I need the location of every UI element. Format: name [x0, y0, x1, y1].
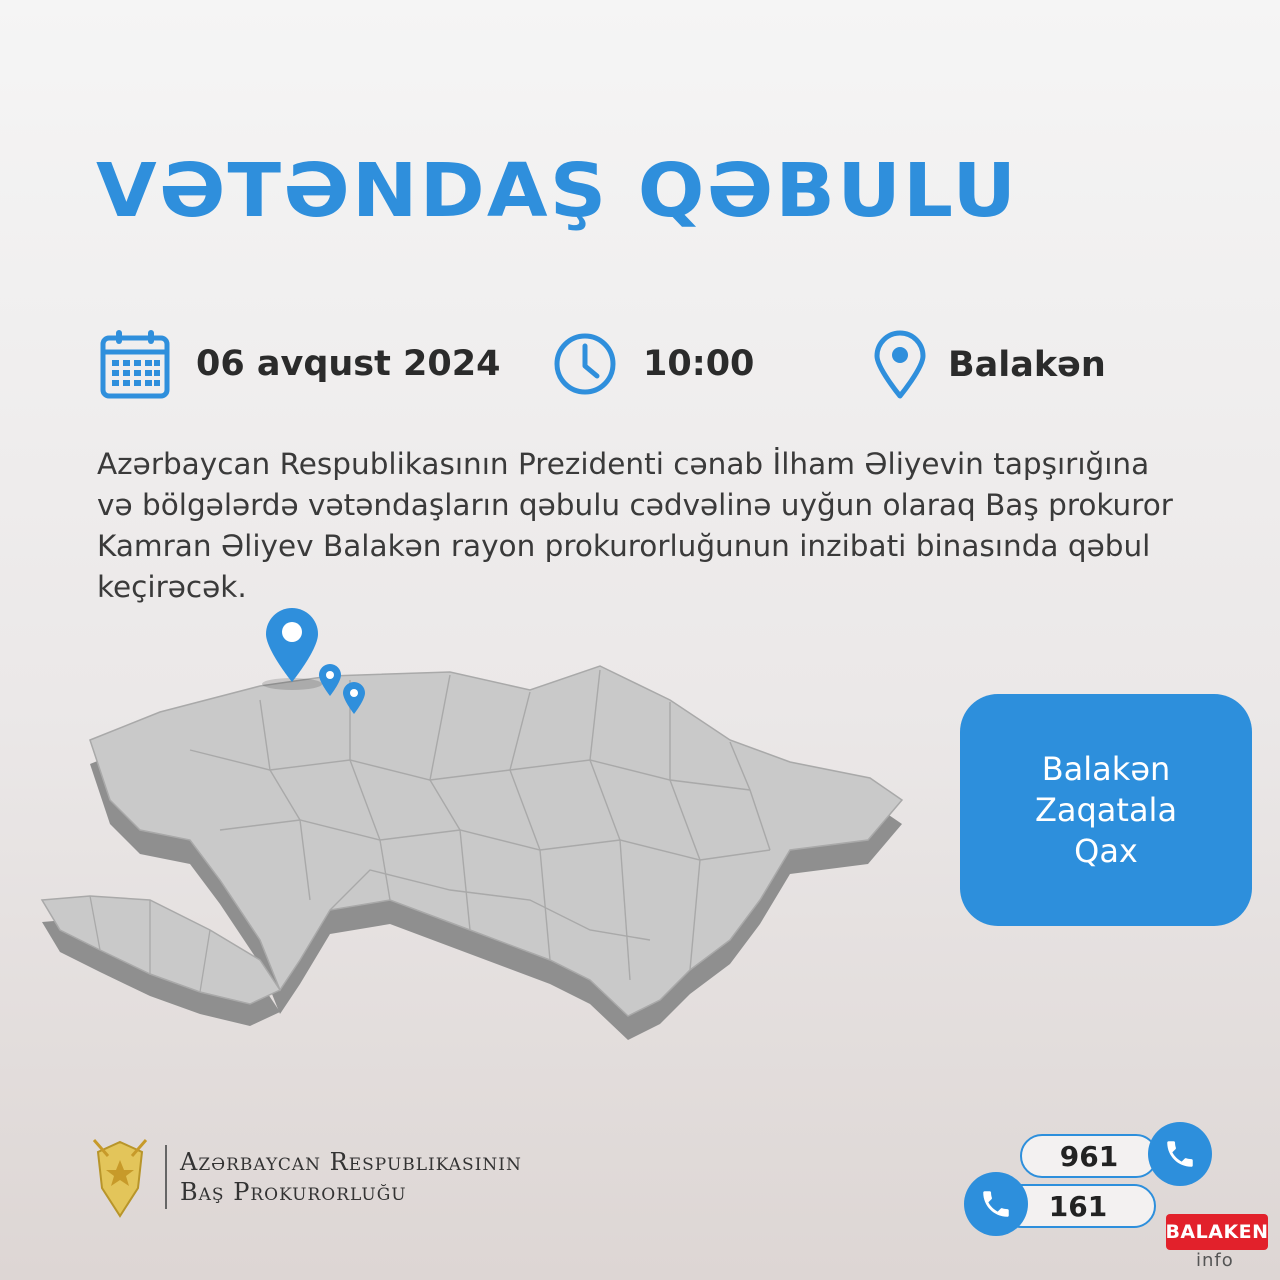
location-pin-icon [872, 330, 928, 400]
phone-number-161[interactable]: 161 [1000, 1184, 1156, 1228]
phone-number-961[interactable]: 961 [1020, 1134, 1158, 1178]
date-info [100, 328, 500, 400]
organization-name [180, 1147, 522, 1207]
calendar-icon [100, 328, 170, 400]
organization-name-line1: Azərbaycan Respublikasının [180, 1148, 522, 1176]
description-text: Azərbaycan Respublikasının Prezidenti cənab İlham Əliyevin tapşırığına və bölgələrdə vətəndaşların qəbulu cədvəlinə uyğun olaraq Baş prokuror Kamran Əliyev Balakən rayon prokurorluğunun inzibati binasında qəbul keçirəcək. [97, 447, 1173, 604]
organization-name-line2: Baş Prokurorluğu [180, 1178, 407, 1206]
regions-card [960, 694, 1252, 926]
prosecutor-emblem-icon [90, 1136, 150, 1220]
time-info [553, 332, 754, 396]
page-title: VƏTƏNDAŞ QƏBULU [96, 148, 1019, 234]
location-text: Balakən [948, 345, 1106, 385]
azerbaijan-map [30, 600, 920, 1060]
date-text: 06 avqust 2024 [196, 344, 501, 384]
phone-icon [1148, 1122, 1212, 1186]
brand-logo: BALAKEN [1166, 1214, 1268, 1250]
footer-divider [165, 1145, 167, 1209]
region-name: Zaqatala [1034, 790, 1178, 829]
clock-icon [553, 332, 617, 396]
time-text: 10:00 [643, 344, 755, 384]
region-name: Balakən [1041, 749, 1171, 788]
region-name: Qax [1074, 831, 1138, 870]
brand-logo-sub: info [1196, 1250, 1234, 1271]
location-info [872, 330, 1106, 400]
event-info-row [0, 328, 1280, 408]
phone-icon [964, 1172, 1028, 1236]
